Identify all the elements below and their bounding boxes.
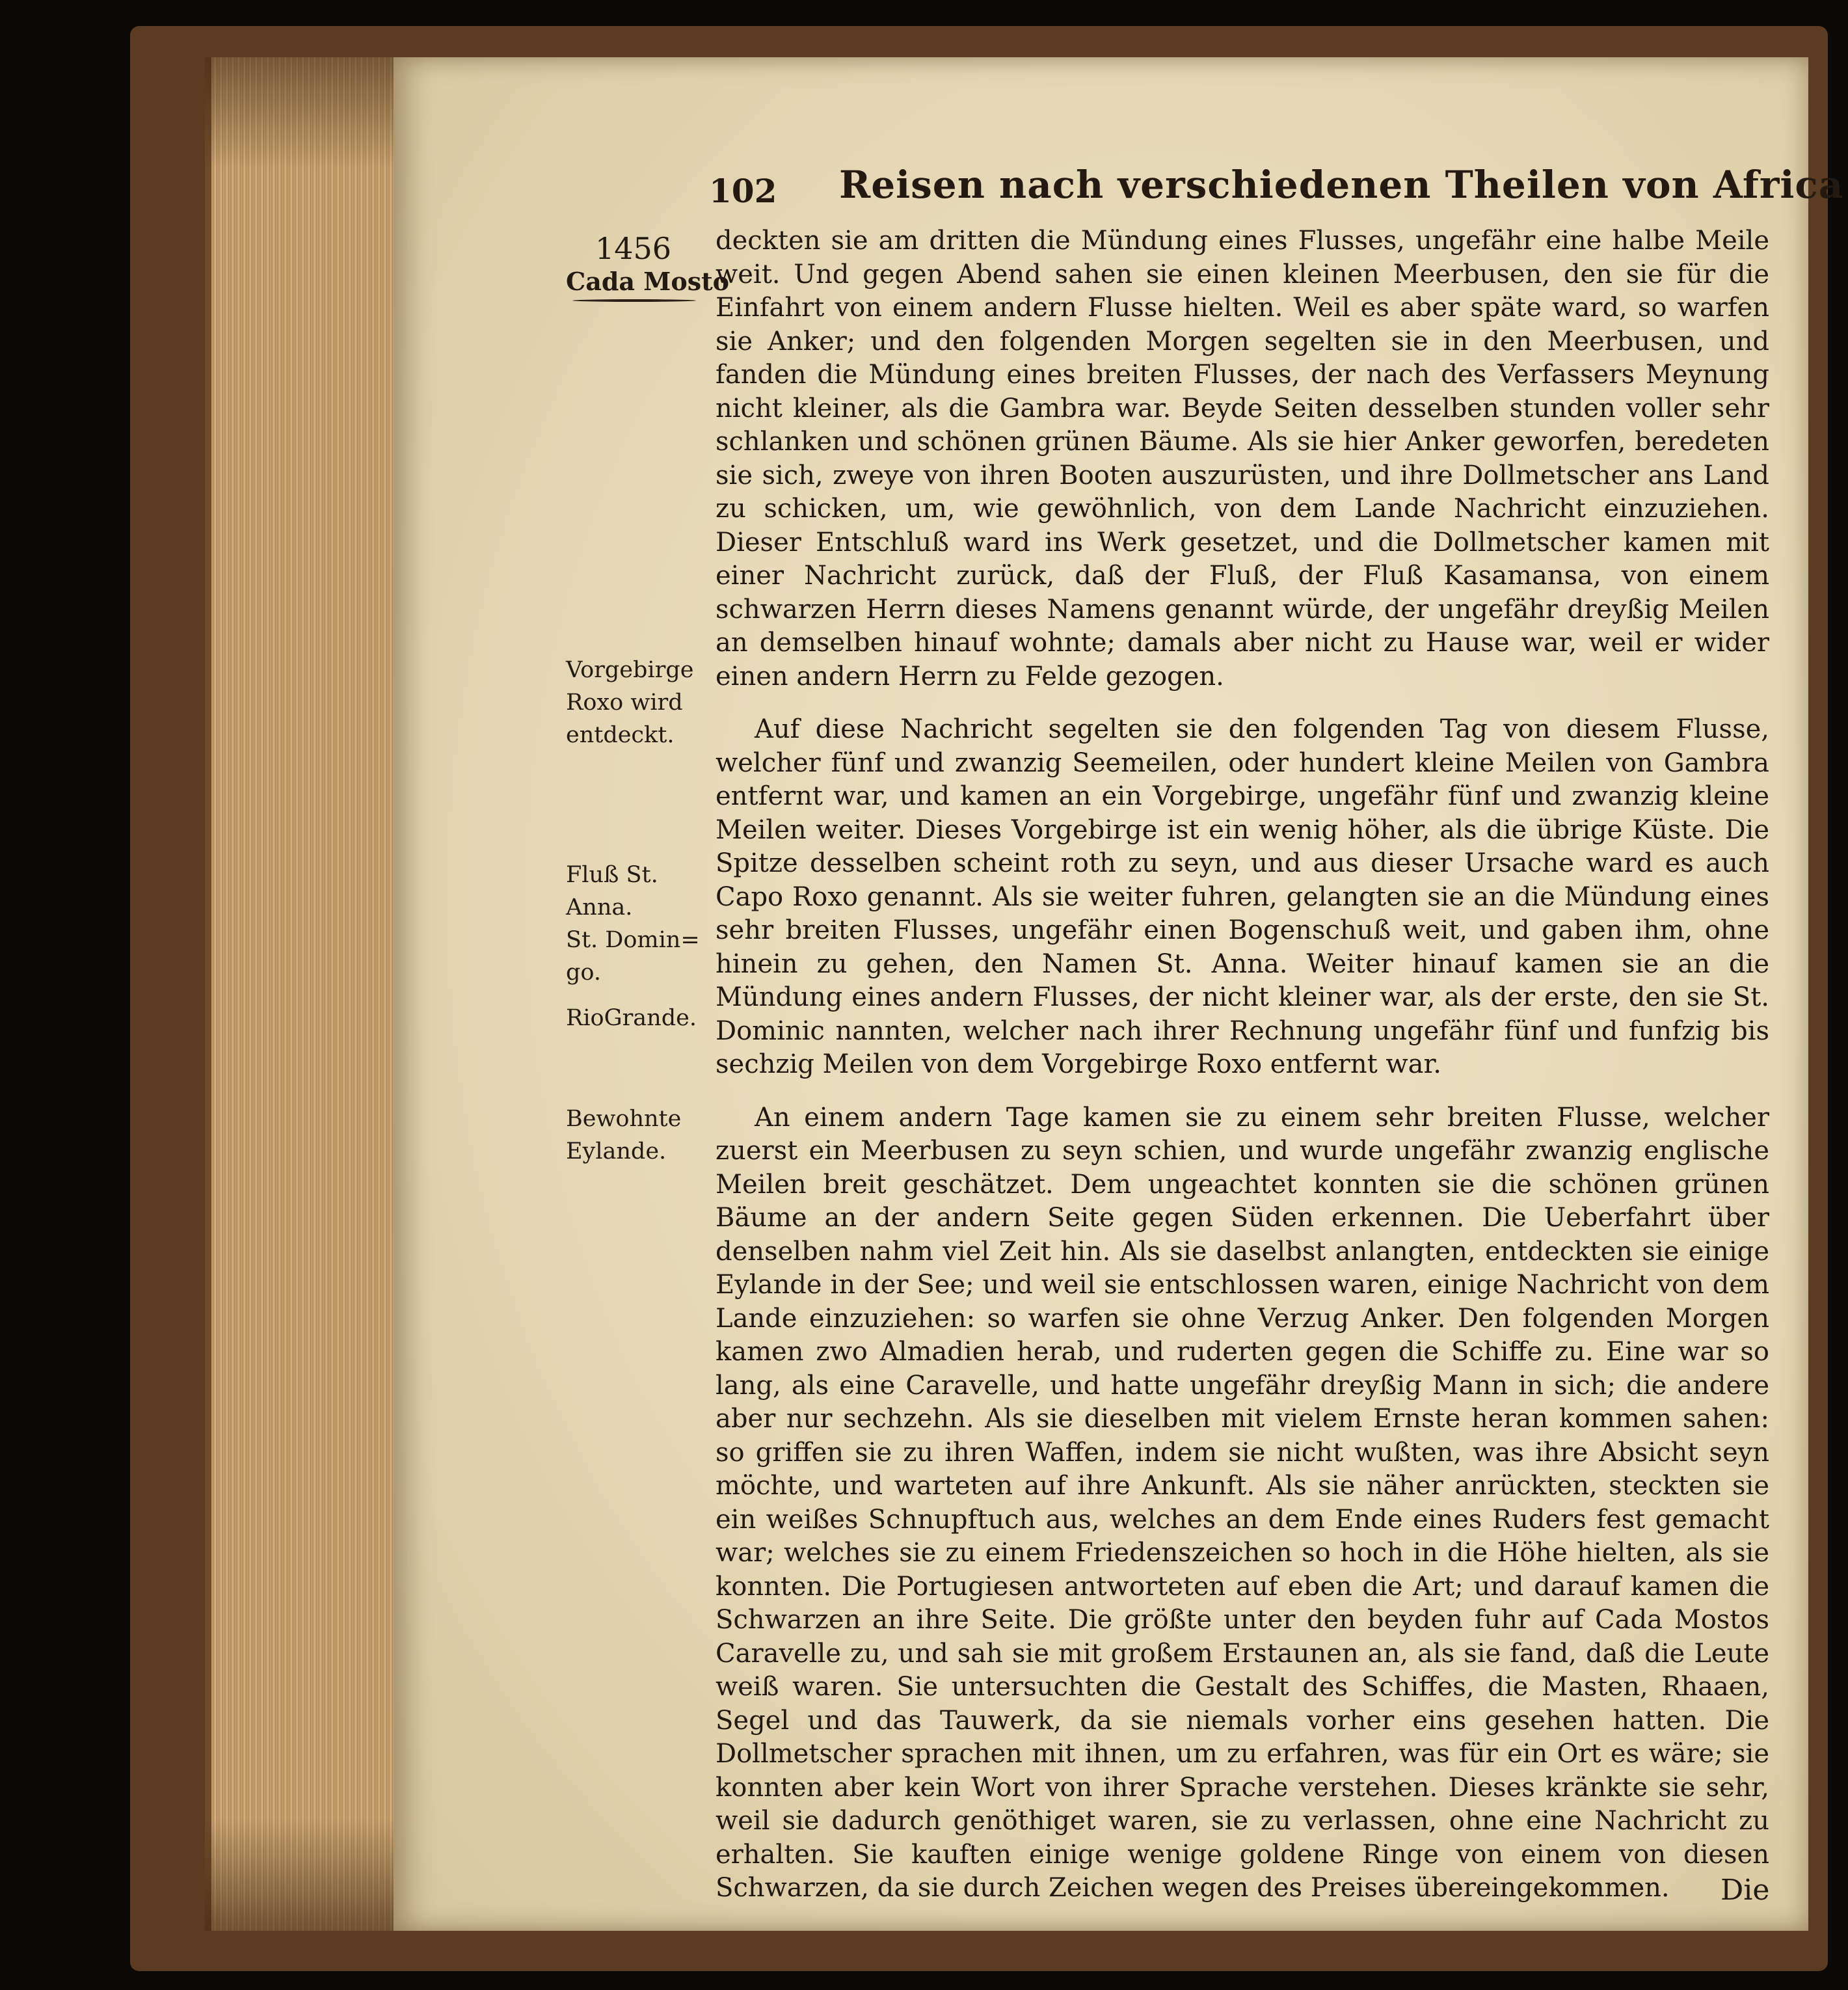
marginal-note-eylande (566, 1103, 681, 1168)
marginal-heading: Cada Mosto (566, 267, 729, 296)
marginal-note-line: go. (566, 960, 601, 986)
marginal-note-line: Roxo wird (566, 690, 683, 716)
page-header (709, 163, 1844, 215)
marginal-note-line: Fluß St. (566, 862, 658, 888)
marginal-rule (572, 299, 696, 302)
marginal-note-fluss (566, 859, 700, 989)
marginal-note-line: Bewohnte (566, 1106, 682, 1132)
marginal-note-line: entdeckt. (566, 722, 675, 748)
paragraph: deckten sie am dritten die Mündung eines Flusses, ungefähr eine halbe Meile weit. Und gegen Abend sahen sie einen kleinen Meerbusen, den sie für die Einfahrt von einem andern Flusse hielten. Weil es aber späte ward, so warfen sie Anker; und den folgenden Morgen segelten sie in den Meerbusen, und fanden die Mündung eines breiten Flusses, der nach des Verfassers Meynung nicht kleiner, als die Gambra war. Beyde Seiten desselben stunden voller sehr schlanken und schönen grünen Bäume. Als sie hier Anker geworfen, beredeten sie sich, zweye von ihren Booten auszurüsten, und ihre Dollmetscher ans Land zu schicken, um, wie gewöhnlich, von dem Lande Nachricht einzuziehen. Dieser Entschluß ward ins Werk gesetzet, und die Dollmetscher kamen mit einer Nachricht zurück, daß der Fluß, der Fluß Kasamansa, von einem schwarzen Herrn dieses Namens genannt würde, der ungefähr dreyßig Meilen an demselben hinauf wohnte; damals aber nicht zu Hause war, weil er wider einen andern Herrn zu Felde gezogen. (716, 226, 1769, 692)
paragraph: Auf diese Nachricht segelten sie den folgenden Tag von diesem Flusse, welcher fünf und zwanzig Seemeilen, oder hundert kleine Meilen von Gambra entfernt war, und kamen an ein Vorgebirge, ungefähr fünf und zwanzig kleine Meilen weiter. Dieses Vorgebirge ist ein wenig höher, als die übrige Küste. Die Spitze desselben scheint roth zu seyn, und aus dieser Ursache ward es auch Capo Roxo genannt. Als sie weiter fuhren, gelangten sie an die Mündung eines sehr breiten Flusses, ungefähr einen Bogenschuß weit, und gaben ihm, ohne hinein zu gehen, den Namen St. Anna. Weiter hinauf kamen sie an die Mündung eines andern Flusses, der nicht kleiner war, als der erste, den sie St. Dominic nannten, welcher nach ihrer Rechnung ungefähr fünf und funfzig bis sechzig Meilen von dem Vorgebirge Roxo entfernt war. (716, 714, 1769, 1079)
marginal-note-rio-grande (566, 1002, 697, 1034)
running-title: Reisen nach verschiedenen Theilen von Africa (839, 163, 1844, 207)
paragraph: An einem andern Tage kamen sie zu einem sehr breiten Flusse, welcher zuerst ein Meerbusen zu seyn schien, und wurde ungefähr zwanzig englische Meilen breit geschätzet. Dem ungeachtet konnten sie die schönen grünen Bäume an der andern Seite gegen Süden erkennen. Die Ueberfahrt über denselben nahm viel Zeit hin. Als sie daselbst anlangten, entdeckten sie einige Eylande in der See; und weil sie entschlossen waren, einige Nachricht von dem Lande einzuziehen: so warfen sie ohne Verzug Anker. Den folgenden Morgen kamen zwo Almadien herab, und ruderten gegen die Schiffe zu. Eine war so lang, als eine Caravelle, und hatte ungefähr dreyßig Mann in sich; die andere aber nur sechzehn. Als sie dieselben mit vielem Ernste heran kommen sahen: so griffen sie zu ihren Waffen, indem sie nicht wußten, was ihre Absicht seyn möchte, und warteten auf ihre Ankunft. Als sie näher anrückten, steckten sie ein weißes Schnupftuch aus, welches an dem Ende eines Ruders fest gemacht war; welches sie zu einem Friedenszeichen so hoch in die Höhe hielten, als sie konnten. Die Portugiesen antworteten auf eben die Art; und darauf kamen die Schwarzen an ihre Seite. Die größte unter den beyden fuhr auf Cada Mostos Caravelle zu, und sah sie mit großem Erstaunen an, als sie fand, daß die Leute weiß waren. Sie untersuchten die Gestalt des Schiffes, die Masten, Rhaaen, Segel und das Tauwerk, da sie niemals vorher eins gesehen hatten. Die Dollmetscher sprachen mit ihnen, um zu erfahren, was für ein Ort es wäre; sie konnten aber kein Wort von ihrer Sprache verstehen. Dieses kränkte sie sehr, weil sie dadurch genöthiget waren, sie zu verlassen, ohne eine Nachricht zu erhalten. Sie kauften einige wenige goldene Ringe von einem von diesen Schwarzen, da sie durch Zeichen wegen des Preises übereingekommen. (716, 1102, 1769, 1903)
marginal-note-line: Eylande. (566, 1138, 667, 1164)
page-number: 102 (709, 172, 777, 210)
fore-edge-shadow (205, 57, 394, 1931)
main-text (716, 224, 1769, 1905)
marginal-note-line: St. Domin= (566, 927, 700, 953)
marginal-note-line: RioGrande. (566, 1005, 697, 1031)
catchword: Die (1721, 1874, 1770, 1907)
marginal-note-line: Vorgebirge (566, 657, 694, 683)
marginal-note-line: Anna. (566, 894, 633, 921)
marginal-note-vorgebirge (566, 654, 693, 751)
marginal-year: 1456 (595, 231, 672, 266)
